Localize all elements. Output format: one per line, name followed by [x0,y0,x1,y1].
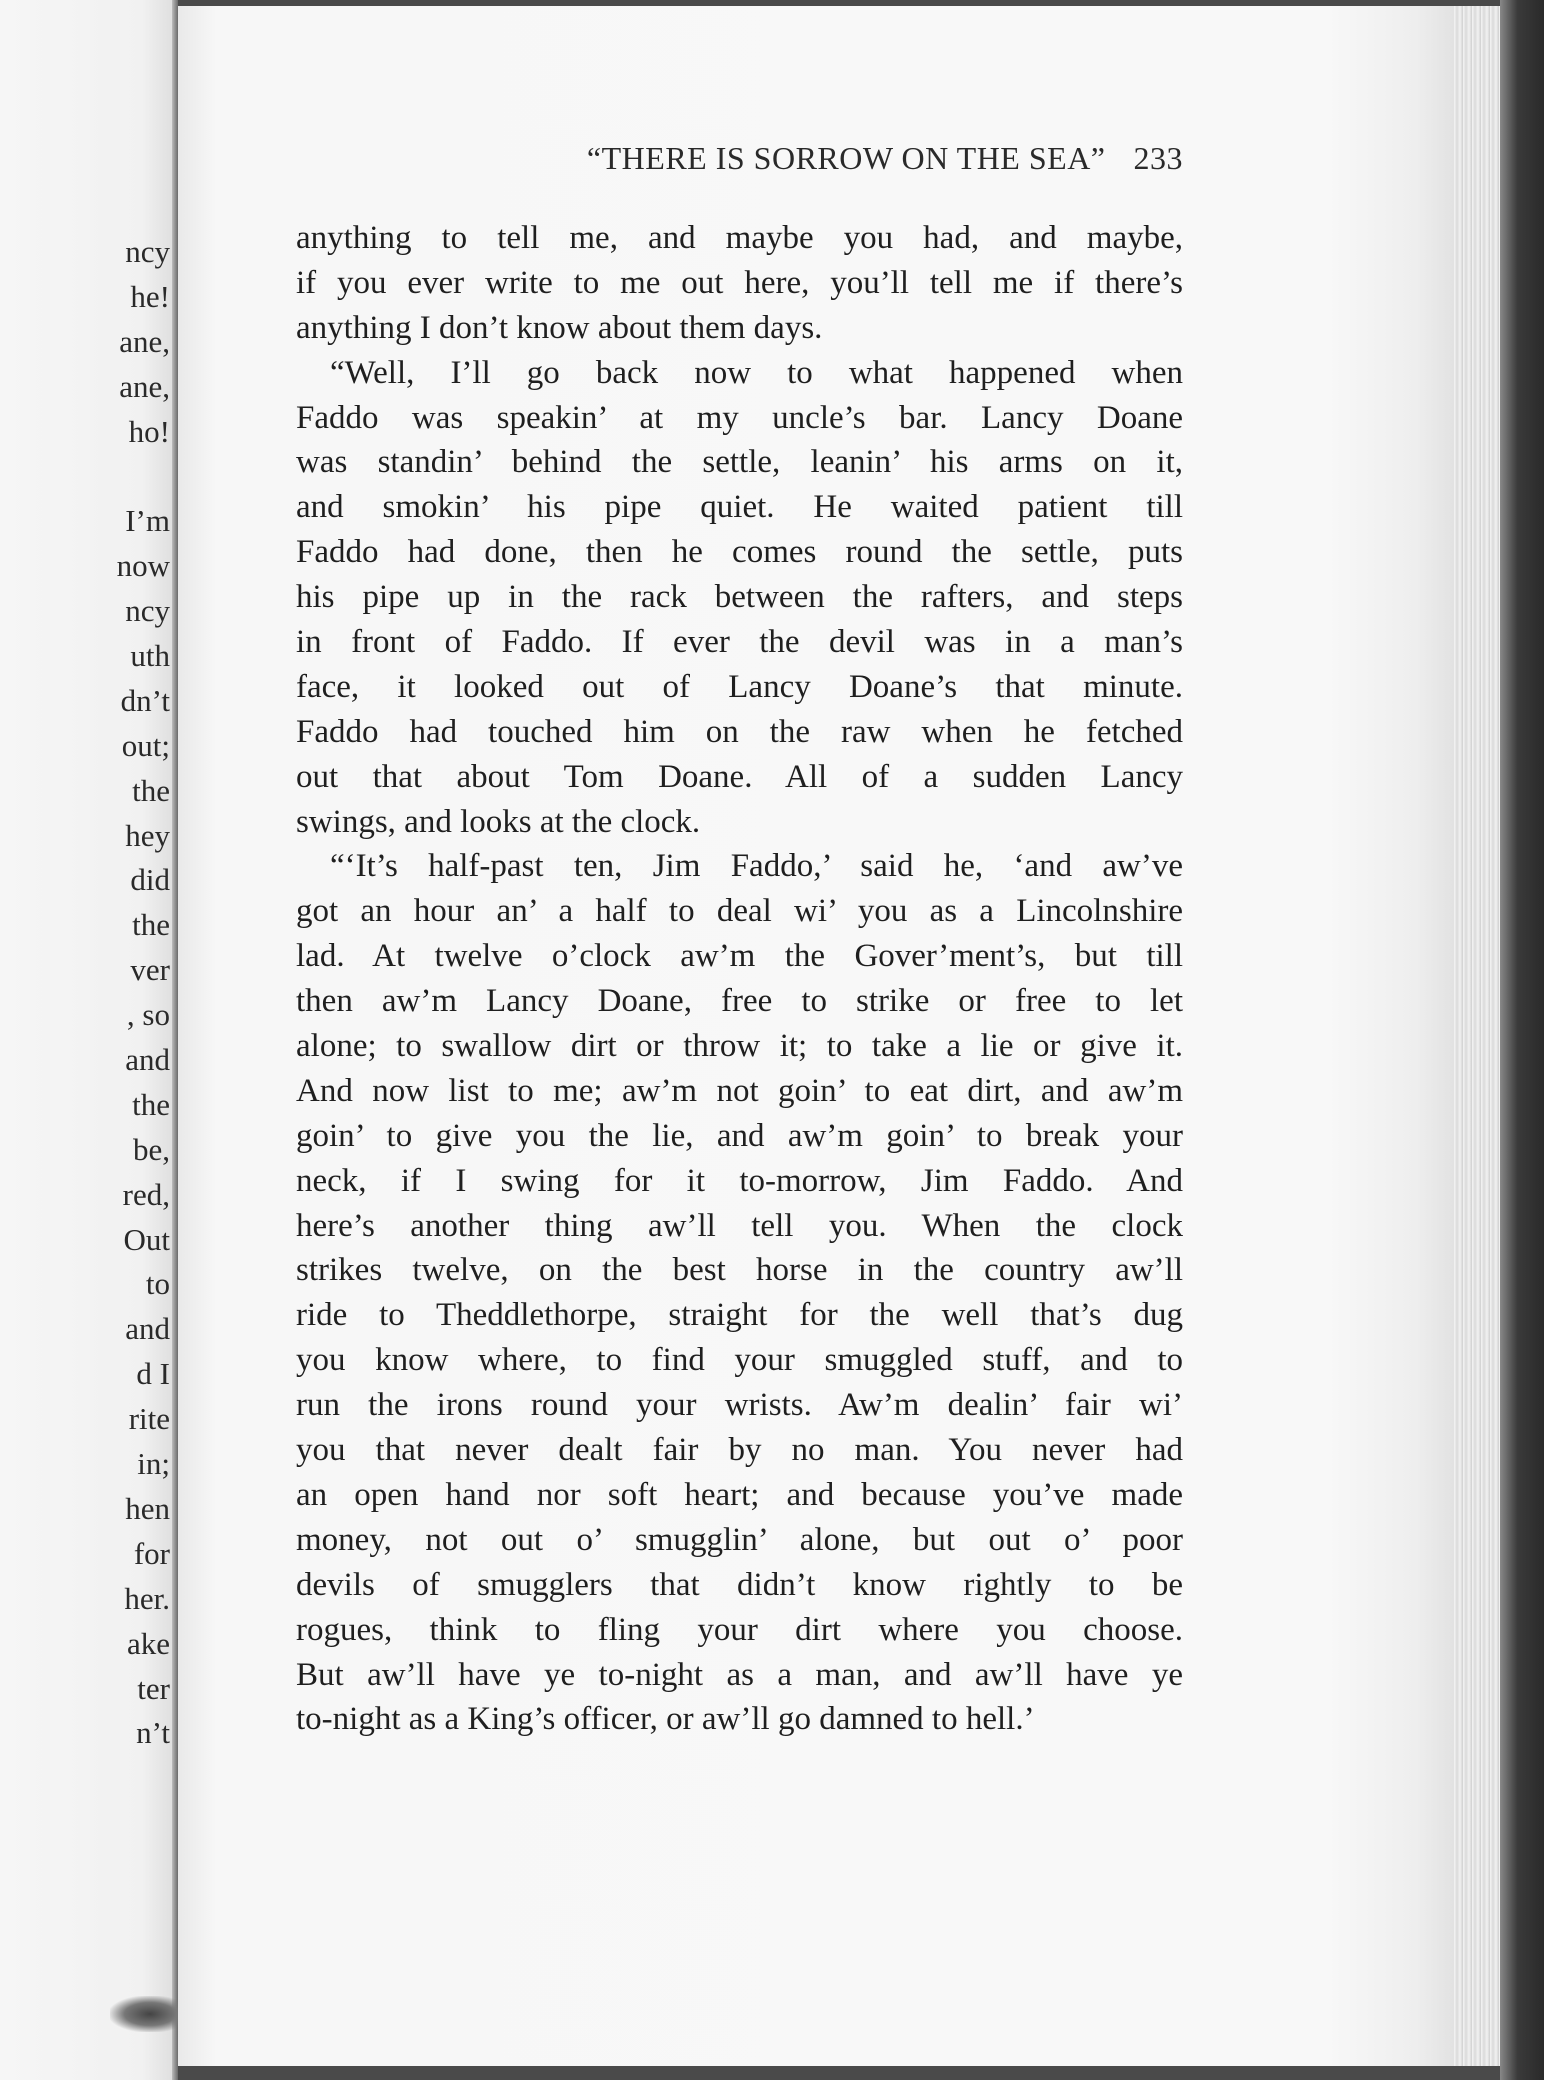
facing-page-line: the [132,1086,170,1122]
facing-page-line: n’t [136,1715,170,1751]
text-line: an open hand nor soft heart; and because you’ve made [296,1476,1183,1513]
text-line: devils of smugglers that didn’t know rightly to be [296,1566,1183,1603]
facing-page-line: did [130,862,170,898]
text-line: goin’ to give you the lie, and aw’m goin’ to break your [296,1117,1183,1154]
running-head-title: “THERE IS SORROW ON THE SEA” [586,140,1106,176]
text-line: got an hour an’ a half to deal wi’ you as a Lincolnshire [296,893,1183,930]
facing-page-text [10,230,170,1756]
facing-page-line: her. [124,1580,170,1616]
facing-page-line: the [132,772,170,808]
facing-page [0,0,178,2080]
text-line: his pipe up in the rack between the rafters, and steps [296,579,1183,616]
facing-page-line: and [125,1042,170,1078]
facing-page-line: now [116,548,170,584]
text-line: strikes twelve, on the best horse in the country aw’ll [296,1252,1183,1289]
facing-page-line: out; [121,727,170,763]
text-line: then aw’m Lancy Doane, free to strike or free to let [296,983,1183,1020]
text-line: ride to Theddlethorpe, straight for the well that’s dug [296,1297,1183,1334]
facing-page-line: rite [128,1401,170,1437]
text-line: Faddo had done, then he comes round the settle, puts [296,534,1183,571]
facing-page-line: , so [126,997,170,1033]
text-line: anything to tell me, and maybe you had, and maybe, [296,220,1183,256]
facing-page-line: hey [125,817,170,853]
text-line: to-night as a King’s officer, or aw’ll go damned to hell.’ [296,1701,1035,1738]
book-cover-edge [1500,0,1544,2080]
text-line: money, not out o’ smugglin’ alone, but out o’ poor [296,1521,1183,1558]
text-line: “‘It’s half-past ten, Jim Faddo,’ said he, ‘and aw’ve [330,848,1183,885]
binding-shadow [110,1996,178,2032]
text-line: rogues, think to fling your dirt where you choose. [296,1611,1183,1648]
text-line: face, it looked out of Lancy Doane’s that minute. [296,668,1183,705]
text-line: “Well, I’ll go back now to what happened when [330,354,1183,391]
text-line: neck, if I swing for it to-morrow, Jim Faddo. And [296,1162,1183,1199]
facing-page-line: ho! [128,413,170,449]
text-line: here’s another thing aw’ll tell you. When the clock [296,1207,1183,1244]
body-text [296,216,1183,1742]
running-head [388,140,1183,177]
facing-page-line: ncy [125,593,170,629]
facing-page-line: ane, [119,368,170,404]
facing-page-line: Out [123,1221,170,1257]
text-line: you that never dealt fair by no man. You never had [296,1432,1183,1469]
facing-page-line: to [145,1266,170,1302]
text-line: and smokin’ his pipe quiet. He waited patient till [296,489,1183,526]
text-line: But aw’ll have ye to-night as a man, and aw’ll have ye [296,1656,1183,1693]
facing-page-line: I’m [125,503,170,539]
text-line: swings, and looks at the clock. [296,803,701,840]
page-number: 233 [1133,140,1183,176]
text-line: Faddo had touched him on the raw when he fetched [296,713,1183,750]
text-line: in front of Faddo. If ever the devil was in a man’s [296,624,1183,661]
facing-page-line: ake [126,1625,170,1661]
facing-page-line: ncy [125,234,170,269]
text-line: run the irons round your wrists. Aw’m dealin’ fair wi’ [296,1387,1183,1424]
facing-page-line: hen [125,1490,170,1526]
text-line: out that about Tom Doane. All of a sudden Lancy [296,758,1183,795]
facing-page-line: he! [130,278,170,314]
facing-page-line: ver [130,952,170,988]
facing-page-line: for [133,1535,170,1571]
facing-page-line: uth [130,638,170,674]
text-line: Faddo was speakin’ at my uncle’s bar. Lancy Doane [296,399,1183,436]
facing-page-line: and [125,1311,170,1347]
facing-page-line: dn’t [120,682,170,718]
text-line: lad. At twelve o’clock aw’m the Gover’ment’s, but till [296,938,1183,975]
facing-page-line [10,454,170,499]
facing-page-line: ane, [119,323,170,359]
facing-page-line: the [132,907,170,943]
facing-page-line: d I [136,1356,170,1392]
facing-page-line: red, [122,1176,170,1212]
text-line: was standin’ behind the settle, leanin’ his arms on it, [296,444,1183,481]
text-line: And now list to me; aw’m not goin’ to eat dirt, and aw’m [296,1072,1183,1109]
text-line: anything I don’t know about them days. [296,309,823,346]
facing-page-line: in; [137,1446,170,1482]
text-line: if you ever write to me out here, you’ll tell me if there’s [296,264,1183,301]
facing-page-line: be, [132,1131,170,1167]
facing-page-line: ter [137,1670,170,1706]
text-line: alone; to swallow dirt or throw it; to take a lie or give it. [296,1028,1183,1065]
text-line: you know where, to find your smuggled stuff, and to [296,1342,1183,1379]
